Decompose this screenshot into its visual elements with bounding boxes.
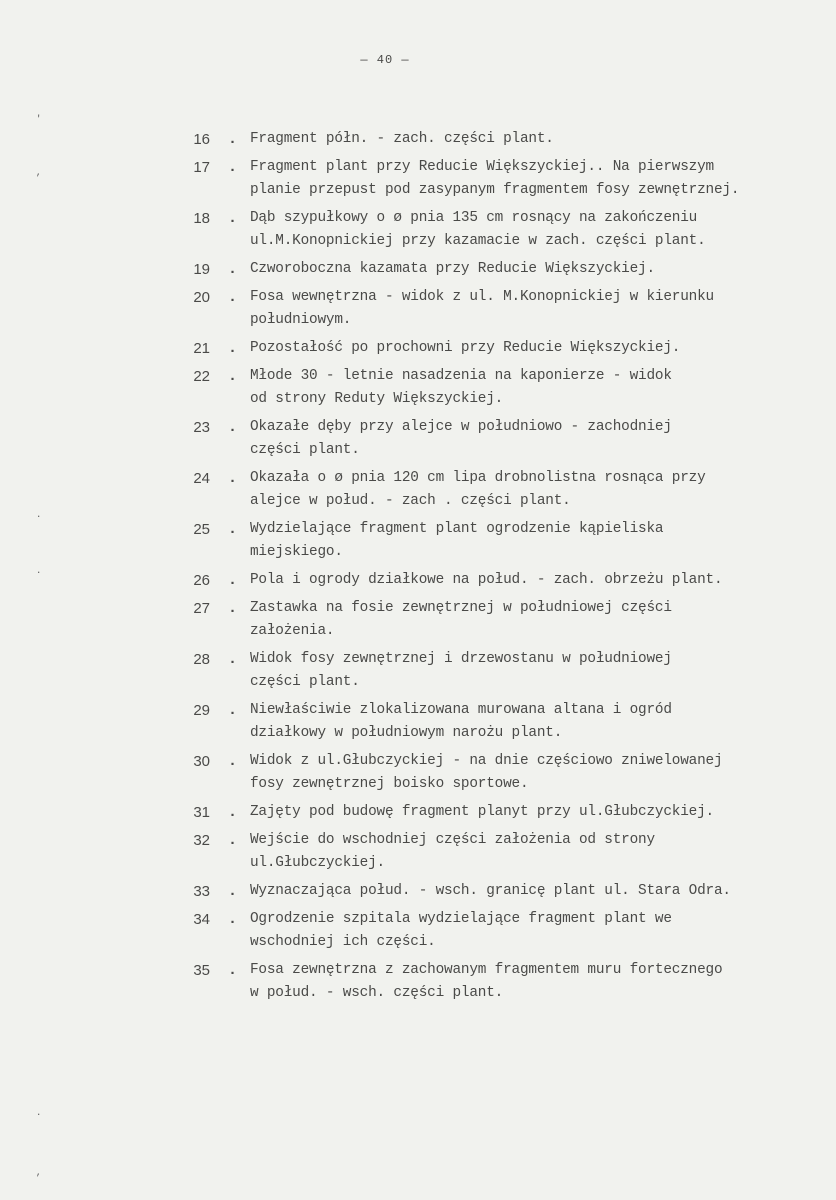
bullet-dot: . <box>228 340 238 357</box>
text-line: ul.M.Konopnickiej przy kazamacie w zach. części plant. <box>250 233 706 249</box>
item-number: 16 <box>193 131 210 148</box>
list-item <box>0 597 836 643</box>
caption-list <box>0 128 836 1010</box>
margin-mark: · <box>36 568 42 578</box>
margin-mark: , <box>36 1168 42 1178</box>
item-text <box>250 258 830 281</box>
text-line: Fosa zewnętrzna z zachowanym fragmentem muru fortecznego <box>250 962 723 978</box>
text-line: planie przepust pod zasypanym fragmentem fosy zewnętrznej. <box>250 182 740 198</box>
item-text <box>250 569 830 592</box>
item-number: 25 <box>193 521 210 538</box>
item-number: 21 <box>193 340 210 357</box>
page-number: — 40 — <box>360 53 410 67</box>
text-line: Młode 30 - letnie nasadzenia na kaponierze - widok <box>250 368 672 384</box>
item-text <box>250 908 830 954</box>
item-number: 30 <box>193 753 210 770</box>
bullet-dot: . <box>228 804 238 821</box>
item-text <box>250 801 830 824</box>
item-text <box>250 128 830 151</box>
item-text <box>250 959 830 1005</box>
text-line: Dąb szypułkowy o ø pnia 135 cm rosnący na zakończeniu <box>250 210 698 226</box>
text-line: działkowy w południowym narożu plant. <box>250 725 563 741</box>
text-line: części plant. <box>250 674 360 690</box>
bullet-dot: . <box>228 368 238 385</box>
list-item <box>0 569 836 592</box>
text-line: części plant. <box>250 442 360 458</box>
item-text <box>250 518 830 564</box>
item-text <box>250 467 830 513</box>
list-item <box>0 337 836 360</box>
bullet-dot: . <box>228 753 238 770</box>
list-item <box>0 156 836 202</box>
bullet-dot: . <box>228 702 238 719</box>
item-number: 27 <box>193 600 210 617</box>
bullet-dot: . <box>228 911 238 928</box>
text-line: alejce w połud. - zach . części plant. <box>250 493 571 509</box>
item-text <box>250 597 830 643</box>
item-number: 22 <box>193 368 210 385</box>
item-number: 35 <box>193 962 210 979</box>
margin-mark: ' <box>36 114 42 124</box>
text-line: Niewłaściwie zlokalizowana murowana altana i ogród <box>250 702 672 718</box>
item-text <box>250 337 830 360</box>
bullet-dot: . <box>228 261 238 278</box>
text-line: Fosa wewnętrzna - widok z ul. M.Konopnickiej w kierunku <box>250 289 714 305</box>
text-line: Wydzielające fragment plant ogrodzenie kąpieliska <box>250 521 664 537</box>
list-item <box>0 829 836 875</box>
list-item <box>0 467 836 513</box>
list-item <box>0 416 836 462</box>
text-line: od strony Reduty Większyckiej. <box>250 391 504 407</box>
text-line: Zastawka na fosie zewnętrznej w południowej części <box>250 600 672 616</box>
list-item <box>0 959 836 1005</box>
item-number: 34 <box>193 911 210 928</box>
list-item <box>0 207 836 253</box>
list-item <box>0 258 836 281</box>
bullet-dot: . <box>228 289 238 306</box>
bullet-dot: . <box>228 210 238 227</box>
list-item <box>0 699 836 745</box>
item-number: 24 <box>193 470 210 487</box>
text-line: w połud. - wsch. części plant. <box>250 985 504 1001</box>
text-line: Czworoboczna kazamata przy Reducie Większyckiej. <box>250 261 655 277</box>
margin-mark: , <box>36 168 42 178</box>
text-line: ul.Głubczyckiej. <box>250 855 385 871</box>
text-line: Widok z ul.Głubczyckiej - na dnie częściowo zniwelowanej <box>250 753 723 769</box>
item-number: 19 <box>193 261 210 278</box>
item-number: 32 <box>193 832 210 849</box>
bullet-dot: . <box>228 600 238 617</box>
bullet-dot: . <box>228 419 238 436</box>
text-line: Zajęty pod budowę fragment planyt przy ul.Głubczyckiej. <box>250 804 714 820</box>
text-line: Wyznaczająca połud. - wsch. granicę plant ul. Stara Odra. <box>250 883 731 899</box>
item-text <box>250 829 830 875</box>
margin-mark: · <box>36 1110 42 1120</box>
bullet-dot: . <box>228 159 238 176</box>
bullet-dot: . <box>228 470 238 487</box>
item-number: 23 <box>193 419 210 436</box>
text-line: Okazała o ø pnia 120 cm lipa drobnolistna rosnąca przy <box>250 470 706 486</box>
item-text <box>250 365 830 411</box>
text-line: wschodniej ich części. <box>250 934 436 950</box>
margin-mark: · <box>36 512 42 522</box>
text-line: Wejście do wschodniej części założenia od strony <box>250 832 655 848</box>
item-number: 33 <box>193 883 210 900</box>
bullet-dot: . <box>228 651 238 668</box>
item-text <box>250 750 830 796</box>
list-item <box>0 128 836 151</box>
item-number: 20 <box>193 289 210 306</box>
list-item <box>0 880 836 903</box>
bullet-dot: . <box>228 832 238 849</box>
item-text <box>250 286 830 332</box>
bullet-dot: . <box>228 962 238 979</box>
text-line: miejskiego. <box>250 544 343 560</box>
text-line: Okazałe dęby przy alejce w południowo - zachodniej <box>250 419 672 435</box>
bullet-dot: . <box>228 572 238 589</box>
text-line: Fragment plant przy Reducie Większyckiej.. Na pierwszym <box>250 159 714 175</box>
text-line: Ogrodzenie szpitala wydzielające fragment plant we <box>250 911 672 927</box>
item-number: 28 <box>193 651 210 668</box>
item-text <box>250 416 830 462</box>
text-line: założenia. <box>250 623 335 639</box>
list-item <box>0 648 836 694</box>
list-item <box>0 908 836 954</box>
item-text <box>250 699 830 745</box>
item-text <box>250 156 830 202</box>
list-item <box>0 286 836 332</box>
item-number: 29 <box>193 702 210 719</box>
text-line: fosy zewnętrznej boisko sportowe. <box>250 776 529 792</box>
list-item <box>0 518 836 564</box>
text-line: Pola i ogrody działkowe na połud. - zach. obrzeżu plant. <box>250 572 723 588</box>
item-number: 26 <box>193 572 210 589</box>
text-line: Pozostałość po prochowni przy Reducie Większyckiej. <box>250 340 681 356</box>
list-item <box>0 750 836 796</box>
text-line: Widok fosy zewnętrznej i drzewostanu w południowej <box>250 651 672 667</box>
item-text <box>250 648 830 694</box>
item-text <box>250 207 830 253</box>
text-line: południowym. <box>250 312 352 328</box>
bullet-dot: . <box>228 521 238 538</box>
list-item <box>0 365 836 411</box>
text-line: Fragment półn. - zach. części plant. <box>250 131 554 147</box>
item-number: 31 <box>193 804 210 821</box>
list-item <box>0 801 836 824</box>
item-text <box>250 880 830 903</box>
bullet-dot: . <box>228 131 238 148</box>
item-number: 18 <box>193 210 210 227</box>
bullet-dot: . <box>228 883 238 900</box>
item-number: 17 <box>193 159 210 176</box>
